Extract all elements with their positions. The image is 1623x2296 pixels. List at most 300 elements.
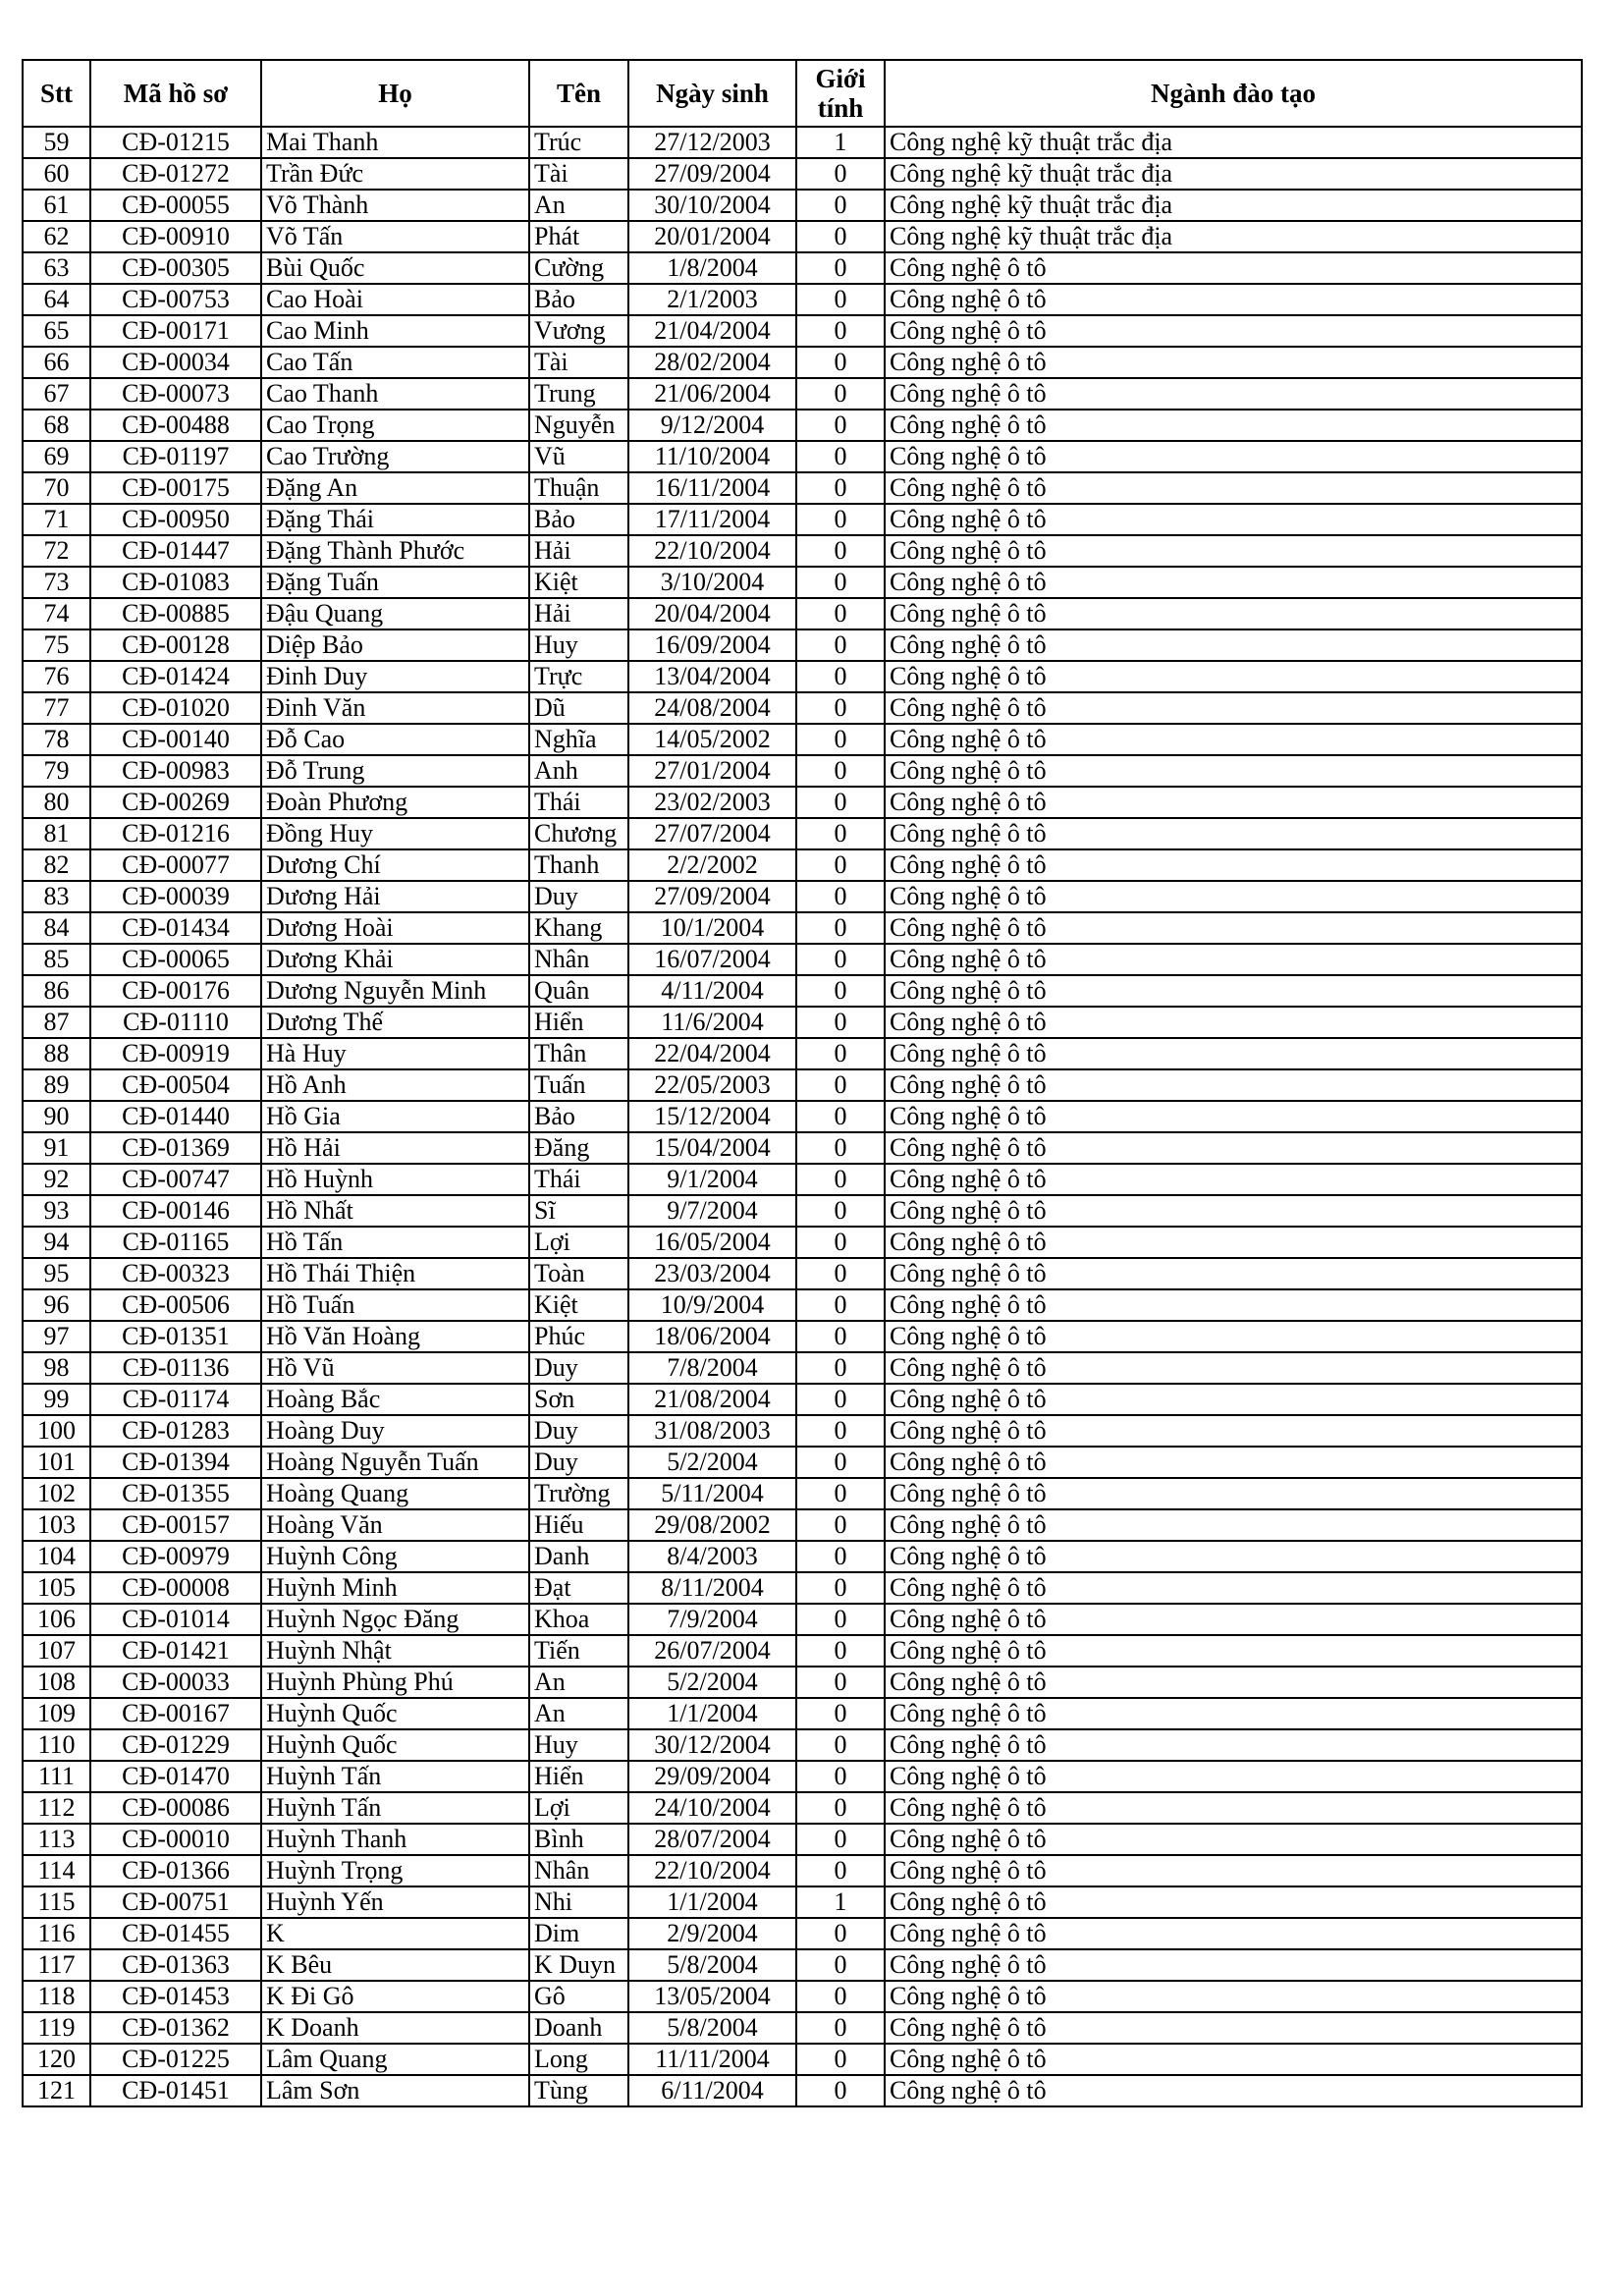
cell-ngay-sinh: 27/09/2004 bbox=[628, 881, 796, 912]
cell-ngay-sinh: 1/1/2004 bbox=[628, 1886, 796, 1918]
cell-stt: 84 bbox=[23, 912, 90, 944]
cell-stt: 91 bbox=[23, 1132, 90, 1164]
cell-ngay-sinh: 27/01/2004 bbox=[628, 755, 796, 787]
cell-ten: Cường bbox=[529, 252, 628, 284]
cell-ten: Kiệt bbox=[529, 567, 628, 598]
cell-ma-ho-so: CĐ-01447 bbox=[90, 535, 261, 567]
cell-nganh: Công nghệ ô tô bbox=[885, 1855, 1582, 1886]
cell-ma-ho-so: CĐ-01440 bbox=[90, 1101, 261, 1132]
cell-ho: Hồ Hải bbox=[261, 1132, 529, 1164]
cell-ma-ho-so: CĐ-00176 bbox=[90, 975, 261, 1007]
cell-ten: Dũ bbox=[529, 692, 628, 724]
cell-ho: Hồ Gia bbox=[261, 1101, 529, 1132]
table-row bbox=[23, 881, 1582, 912]
cell-gioi-tinh: 0 bbox=[796, 1981, 885, 2012]
cell-gioi-tinh: 0 bbox=[796, 1038, 885, 1069]
cell-stt: 82 bbox=[23, 849, 90, 881]
cell-ho: Hà Huy bbox=[261, 1038, 529, 1069]
cell-ho: Huỳnh Yến bbox=[261, 1886, 529, 1918]
table-row bbox=[23, 1447, 1582, 1478]
table-row bbox=[23, 1227, 1582, 1258]
cell-stt: 73 bbox=[23, 567, 90, 598]
cell-ho: Huỳnh Ngọc Đăng bbox=[261, 1604, 529, 1635]
cell-nganh: Công nghệ ô tô bbox=[885, 1132, 1582, 1164]
table-row bbox=[23, 1258, 1582, 1289]
cell-ma-ho-so: CĐ-01355 bbox=[90, 1478, 261, 1509]
cell-ho: Hồ Nhất bbox=[261, 1195, 529, 1227]
cell-ma-ho-so: CĐ-01197 bbox=[90, 441, 261, 472]
table-row bbox=[23, 1478, 1582, 1509]
cell-ma-ho-so: CĐ-01216 bbox=[90, 818, 261, 849]
cell-gioi-tinh: 0 bbox=[796, 1949, 885, 1981]
cell-stt: 64 bbox=[23, 284, 90, 315]
cell-ten: Đăng bbox=[529, 1132, 628, 1164]
cell-ten: Thái bbox=[529, 1164, 628, 1195]
cell-nganh: Công nghệ ô tô bbox=[885, 410, 1582, 441]
cell-ten: Nguyễn bbox=[529, 410, 628, 441]
cell-stt: 117 bbox=[23, 1949, 90, 1981]
cell-gioi-tinh: 0 bbox=[796, 661, 885, 692]
header-ho: Họ bbox=[261, 60, 529, 127]
cell-gioi-tinh: 0 bbox=[796, 1101, 885, 1132]
table-row bbox=[23, 944, 1582, 975]
cell-stt: 101 bbox=[23, 1447, 90, 1478]
cell-gioi-tinh: 0 bbox=[796, 1918, 885, 1949]
cell-ngay-sinh: 27/07/2004 bbox=[628, 818, 796, 849]
table-row bbox=[23, 221, 1582, 252]
cell-stt: 93 bbox=[23, 1195, 90, 1227]
cell-ho: Trần Đức bbox=[261, 158, 529, 190]
cell-gioi-tinh: 0 bbox=[796, 818, 885, 849]
cell-ten: Duy bbox=[529, 1447, 628, 1478]
cell-gioi-tinh: 0 bbox=[796, 1729, 885, 1761]
cell-ma-ho-so: CĐ-00950 bbox=[90, 504, 261, 535]
cell-ma-ho-so: CĐ-01283 bbox=[90, 1415, 261, 1447]
cell-gioi-tinh: 0 bbox=[796, 724, 885, 755]
cell-nganh: Công nghệ ô tô bbox=[885, 1981, 1582, 2012]
cell-ngay-sinh: 22/05/2003 bbox=[628, 1069, 796, 1101]
cell-ngay-sinh: 18/06/2004 bbox=[628, 1321, 796, 1352]
cell-nganh: Công nghệ ô tô bbox=[885, 472, 1582, 504]
cell-ma-ho-so: CĐ-00910 bbox=[90, 221, 261, 252]
cell-ma-ho-so: CĐ-01394 bbox=[90, 1447, 261, 1478]
cell-ho: Lâm Quang bbox=[261, 2044, 529, 2075]
cell-ho: Huỳnh Quốc bbox=[261, 1729, 529, 1761]
cell-nganh: Công nghệ ô tô bbox=[885, 1447, 1582, 1478]
cell-gioi-tinh: 0 bbox=[796, 410, 885, 441]
cell-ho: Võ Thành bbox=[261, 190, 529, 221]
cell-ten: Bảo bbox=[529, 284, 628, 315]
cell-ma-ho-so: CĐ-00269 bbox=[90, 787, 261, 818]
cell-ngay-sinh: 9/7/2004 bbox=[628, 1195, 796, 1227]
cell-gioi-tinh: 0 bbox=[796, 755, 885, 787]
cell-ma-ho-so: CĐ-01110 bbox=[90, 1007, 261, 1038]
table-row bbox=[23, 912, 1582, 944]
table-row bbox=[23, 1761, 1582, 1792]
cell-nganh: Công nghệ kỹ thuật trắc địa bbox=[885, 158, 1582, 190]
cell-ho: Cao Hoài bbox=[261, 284, 529, 315]
cell-ho: Hồ Tấn bbox=[261, 1227, 529, 1258]
cell-stt: 112 bbox=[23, 1792, 90, 1824]
cell-nganh: Công nghệ ô tô bbox=[885, 755, 1582, 787]
cell-gioi-tinh: 0 bbox=[796, 2012, 885, 2044]
cell-ten: Trung bbox=[529, 378, 628, 410]
cell-gioi-tinh: 0 bbox=[796, 787, 885, 818]
cell-ma-ho-so: CĐ-01362 bbox=[90, 2012, 261, 2044]
cell-ma-ho-so: CĐ-00039 bbox=[90, 881, 261, 912]
cell-ngay-sinh: 26/07/2004 bbox=[628, 1635, 796, 1667]
cell-ma-ho-so: CĐ-01363 bbox=[90, 1949, 261, 1981]
cell-gioi-tinh: 0 bbox=[796, 1321, 885, 1352]
cell-ngay-sinh: 21/06/2004 bbox=[628, 378, 796, 410]
cell-nganh: Công nghệ ô tô bbox=[885, 1352, 1582, 1384]
cell-ho: Huỳnh Quốc bbox=[261, 1698, 529, 1729]
cell-ten: Hải bbox=[529, 598, 628, 629]
table-row bbox=[23, 378, 1582, 410]
cell-nganh: Công nghệ ô tô bbox=[885, 1667, 1582, 1698]
cell-ho: Đậu Quang bbox=[261, 598, 529, 629]
cell-ten: Thuận bbox=[529, 472, 628, 504]
cell-ma-ho-so: CĐ-00753 bbox=[90, 284, 261, 315]
cell-stt: 86 bbox=[23, 975, 90, 1007]
cell-ho: Huỳnh Minh bbox=[261, 1572, 529, 1604]
table-row bbox=[23, 1604, 1582, 1635]
table-row bbox=[23, 1855, 1582, 1886]
cell-ten: Nhi bbox=[529, 1886, 628, 1918]
cell-ngay-sinh: 16/11/2004 bbox=[628, 472, 796, 504]
cell-gioi-tinh: 0 bbox=[796, 849, 885, 881]
cell-ho: Đặng Tuấn bbox=[261, 567, 529, 598]
cell-nganh: Công nghệ ô tô bbox=[885, 881, 1582, 912]
cell-stt: 59 bbox=[23, 127, 90, 158]
cell-nganh: Công nghệ ô tô bbox=[885, 567, 1582, 598]
cell-stt: 69 bbox=[23, 441, 90, 472]
table-row bbox=[23, 1541, 1582, 1572]
cell-ten: Sơn bbox=[529, 1384, 628, 1415]
cell-gioi-tinh: 0 bbox=[796, 1635, 885, 1667]
cell-gioi-tinh: 0 bbox=[796, 912, 885, 944]
cell-ma-ho-so: CĐ-00488 bbox=[90, 410, 261, 441]
cell-gioi-tinh: 0 bbox=[796, 1698, 885, 1729]
cell-stt: 83 bbox=[23, 881, 90, 912]
cell-ngay-sinh: 27/09/2004 bbox=[628, 158, 796, 190]
cell-ho: Hồ Văn Hoàng bbox=[261, 1321, 529, 1352]
cell-gioi-tinh: 0 bbox=[796, 158, 885, 190]
cell-stt: 85 bbox=[23, 944, 90, 975]
cell-ten: Toàn bbox=[529, 1258, 628, 1289]
table-row bbox=[23, 1132, 1582, 1164]
cell-ngay-sinh: 9/12/2004 bbox=[628, 410, 796, 441]
cell-gioi-tinh: 0 bbox=[796, 1572, 885, 1604]
cell-stt: 87 bbox=[23, 1007, 90, 1038]
table-row bbox=[23, 849, 1582, 881]
cell-nganh: Công nghệ ô tô bbox=[885, 1886, 1582, 1918]
cell-ngay-sinh: 2/1/2003 bbox=[628, 284, 796, 315]
header-ma-ho-so: Mã hồ sơ bbox=[90, 60, 261, 127]
cell-stt: 102 bbox=[23, 1478, 90, 1509]
cell-stt: 62 bbox=[23, 221, 90, 252]
student-list-table bbox=[22, 59, 1583, 2107]
cell-nganh: Công nghệ ô tô bbox=[885, 787, 1582, 818]
table-row bbox=[23, 2044, 1582, 2075]
cell-ho: Hồ Vũ bbox=[261, 1352, 529, 1384]
cell-stt: 90 bbox=[23, 1101, 90, 1132]
cell-ten: Kiệt bbox=[529, 1289, 628, 1321]
cell-nganh: Công nghệ ô tô bbox=[885, 378, 1582, 410]
cell-ma-ho-so: CĐ-00086 bbox=[90, 1792, 261, 1824]
cell-ho: K Đi Gô bbox=[261, 1981, 529, 2012]
cell-gioi-tinh: 0 bbox=[796, 284, 885, 315]
cell-stt: 108 bbox=[23, 1667, 90, 1698]
cell-gioi-tinh: 0 bbox=[796, 598, 885, 629]
cell-ten: An bbox=[529, 190, 628, 221]
cell-ho: Huỳnh Tấn bbox=[261, 1761, 529, 1792]
cell-stt: 121 bbox=[23, 2075, 90, 2106]
table-row bbox=[23, 1069, 1582, 1101]
cell-gioi-tinh: 0 bbox=[796, 1792, 885, 1824]
table-row bbox=[23, 724, 1582, 755]
table-row bbox=[23, 1918, 1582, 1949]
cell-ten: Huy bbox=[529, 629, 628, 661]
cell-nganh: Công nghệ ô tô bbox=[885, 1729, 1582, 1761]
cell-ten: Đạt bbox=[529, 1572, 628, 1604]
table-row bbox=[23, 2012, 1582, 2044]
cell-ten: Tuấn bbox=[529, 1069, 628, 1101]
cell-ma-ho-so: CĐ-00010 bbox=[90, 1824, 261, 1855]
cell-gioi-tinh: 0 bbox=[796, 629, 885, 661]
cell-ngay-sinh: 22/10/2004 bbox=[628, 1855, 796, 1886]
cell-ho: Đặng Thái bbox=[261, 504, 529, 535]
table-row bbox=[23, 1101, 1582, 1132]
cell-ngay-sinh: 16/09/2004 bbox=[628, 629, 796, 661]
cell-ten: Nghĩa bbox=[529, 724, 628, 755]
cell-ngay-sinh: 20/01/2004 bbox=[628, 221, 796, 252]
cell-ngay-sinh: 10/1/2004 bbox=[628, 912, 796, 944]
cell-stt: 115 bbox=[23, 1886, 90, 1918]
cell-nganh: Công nghệ ô tô bbox=[885, 975, 1582, 1007]
cell-stt: 116 bbox=[23, 1918, 90, 1949]
cell-ngay-sinh: 28/07/2004 bbox=[628, 1824, 796, 1855]
cell-nganh: Công nghệ ô tô bbox=[885, 252, 1582, 284]
cell-gioi-tinh: 0 bbox=[796, 535, 885, 567]
cell-ten: Thân bbox=[529, 1038, 628, 1069]
cell-ho: Dương Chí bbox=[261, 849, 529, 881]
cell-gioi-tinh: 0 bbox=[796, 1069, 885, 1101]
cell-ho: Hồ Huỳnh bbox=[261, 1164, 529, 1195]
cell-ngay-sinh: 5/2/2004 bbox=[628, 1447, 796, 1478]
cell-ma-ho-so: CĐ-00171 bbox=[90, 315, 261, 347]
cell-ten: Dim bbox=[529, 1918, 628, 1949]
table-row bbox=[23, 975, 1582, 1007]
cell-ma-ho-so: CĐ-00747 bbox=[90, 1164, 261, 1195]
cell-gioi-tinh: 0 bbox=[796, 1132, 885, 1164]
cell-ten: Duy bbox=[529, 1415, 628, 1447]
cell-nganh: Công nghệ ô tô bbox=[885, 1289, 1582, 1321]
cell-gioi-tinh: 0 bbox=[796, 1352, 885, 1384]
cell-ma-ho-so: CĐ-00128 bbox=[90, 629, 261, 661]
table-row bbox=[23, 629, 1582, 661]
cell-ma-ho-so: CĐ-00034 bbox=[90, 347, 261, 378]
cell-ten: Khang bbox=[529, 912, 628, 944]
cell-gioi-tinh: 0 bbox=[796, 2044, 885, 2075]
cell-ma-ho-so: CĐ-00885 bbox=[90, 598, 261, 629]
table-row bbox=[23, 315, 1582, 347]
cell-ho: Đặng An bbox=[261, 472, 529, 504]
cell-ma-ho-so: CĐ-01014 bbox=[90, 1604, 261, 1635]
cell-ngay-sinh: 11/10/2004 bbox=[628, 441, 796, 472]
cell-ho: Đinh Văn bbox=[261, 692, 529, 724]
cell-ten: Chương bbox=[529, 818, 628, 849]
cell-stt: 107 bbox=[23, 1635, 90, 1667]
cell-gioi-tinh: 0 bbox=[796, 1824, 885, 1855]
cell-ma-ho-so: CĐ-01453 bbox=[90, 1981, 261, 2012]
cell-ngay-sinh: 27/12/2003 bbox=[628, 127, 796, 158]
cell-ma-ho-so: CĐ-01434 bbox=[90, 912, 261, 944]
cell-ten: Thái bbox=[529, 787, 628, 818]
cell-ho: Huỳnh Nhật bbox=[261, 1635, 529, 1667]
cell-nganh: Công nghệ ô tô bbox=[885, 1101, 1582, 1132]
cell-ten: Phát bbox=[529, 221, 628, 252]
cell-ma-ho-so: CĐ-00167 bbox=[90, 1698, 261, 1729]
cell-ten: Trúc bbox=[529, 127, 628, 158]
cell-gioi-tinh: 0 bbox=[796, 1384, 885, 1415]
cell-stt: 66 bbox=[23, 347, 90, 378]
cell-ho: Hoàng Duy bbox=[261, 1415, 529, 1447]
cell-nganh: Công nghệ ô tô bbox=[885, 1321, 1582, 1352]
cell-ten: Tài bbox=[529, 158, 628, 190]
cell-ngay-sinh: 30/10/2004 bbox=[628, 190, 796, 221]
cell-ten: Thanh bbox=[529, 849, 628, 881]
cell-stt: 94 bbox=[23, 1227, 90, 1258]
cell-stt: 104 bbox=[23, 1541, 90, 1572]
cell-nganh: Công nghệ ô tô bbox=[885, 1918, 1582, 1949]
table-row bbox=[23, 598, 1582, 629]
cell-nganh: Công nghệ ô tô bbox=[885, 1604, 1582, 1635]
cell-ngay-sinh: 13/05/2004 bbox=[628, 1981, 796, 2012]
cell-gioi-tinh: 0 bbox=[796, 944, 885, 975]
cell-ngay-sinh: 15/04/2004 bbox=[628, 1132, 796, 1164]
table-row bbox=[23, 1321, 1582, 1352]
cell-gioi-tinh: 0 bbox=[796, 1007, 885, 1038]
cell-ma-ho-so: CĐ-00073 bbox=[90, 378, 261, 410]
cell-ngay-sinh: 16/07/2004 bbox=[628, 944, 796, 975]
cell-ngay-sinh: 23/02/2003 bbox=[628, 787, 796, 818]
cell-nganh: Công nghệ ô tô bbox=[885, 504, 1582, 535]
cell-ma-ho-so: CĐ-01455 bbox=[90, 1918, 261, 1949]
cell-nganh: Công nghệ ô tô bbox=[885, 1258, 1582, 1289]
cell-nganh: Công nghệ ô tô bbox=[885, 818, 1582, 849]
cell-ngay-sinh: 1/1/2004 bbox=[628, 1698, 796, 1729]
cell-gioi-tinh: 0 bbox=[796, 441, 885, 472]
cell-gioi-tinh: 0 bbox=[796, 1761, 885, 1792]
table-row bbox=[23, 1667, 1582, 1698]
cell-stt: 95 bbox=[23, 1258, 90, 1289]
cell-stt: 98 bbox=[23, 1352, 90, 1384]
cell-ho: Dương Hải bbox=[261, 881, 529, 912]
cell-stt: 74 bbox=[23, 598, 90, 629]
cell-ngay-sinh: 5/8/2004 bbox=[628, 1949, 796, 1981]
table-row bbox=[23, 284, 1582, 315]
header-stt: Stt bbox=[23, 60, 90, 127]
cell-stt: 71 bbox=[23, 504, 90, 535]
cell-ma-ho-so: CĐ-01020 bbox=[90, 692, 261, 724]
cell-stt: 72 bbox=[23, 535, 90, 567]
cell-gioi-tinh: 0 bbox=[796, 347, 885, 378]
cell-ho: K bbox=[261, 1918, 529, 1949]
cell-gioi-tinh: 0 bbox=[796, 1855, 885, 1886]
cell-ngay-sinh: 17/11/2004 bbox=[628, 504, 796, 535]
cell-nganh: Công nghệ kỹ thuật trắc địa bbox=[885, 190, 1582, 221]
cell-ten: Tùng bbox=[529, 2075, 628, 2106]
cell-ho: Hồ Thái Thiện bbox=[261, 1258, 529, 1289]
cell-gioi-tinh: 0 bbox=[796, 1447, 885, 1478]
cell-ma-ho-so: CĐ-01421 bbox=[90, 1635, 261, 1667]
cell-ho: Huỳnh Thanh bbox=[261, 1824, 529, 1855]
table-row bbox=[23, 1729, 1582, 1761]
cell-ngay-sinh: 22/10/2004 bbox=[628, 535, 796, 567]
cell-stt: 88 bbox=[23, 1038, 90, 1069]
cell-stt: 76 bbox=[23, 661, 90, 692]
cell-stt: 110 bbox=[23, 1729, 90, 1761]
cell-nganh: Công nghệ ô tô bbox=[885, 944, 1582, 975]
table-row bbox=[23, 1384, 1582, 1415]
cell-stt: 118 bbox=[23, 1981, 90, 2012]
cell-ho: Bùi Quốc bbox=[261, 252, 529, 284]
cell-gioi-tinh: 0 bbox=[796, 1164, 885, 1195]
table-row bbox=[23, 661, 1582, 692]
cell-gioi-tinh: 1 bbox=[796, 127, 885, 158]
cell-ma-ho-so: CĐ-00008 bbox=[90, 1572, 261, 1604]
cell-ten: Hải bbox=[529, 535, 628, 567]
cell-nganh: Công nghệ ô tô bbox=[885, 629, 1582, 661]
table-row bbox=[23, 1352, 1582, 1384]
cell-ten: Duy bbox=[529, 881, 628, 912]
cell-ngay-sinh: 7/9/2004 bbox=[628, 1604, 796, 1635]
cell-ma-ho-so: CĐ-00033 bbox=[90, 1667, 261, 1698]
table-row bbox=[23, 127, 1582, 158]
cell-ho: K Doanh bbox=[261, 2012, 529, 2044]
cell-ngay-sinh: 24/10/2004 bbox=[628, 1792, 796, 1824]
cell-ten: Danh bbox=[529, 1541, 628, 1572]
table-row bbox=[23, 441, 1582, 472]
cell-nganh: Công nghệ ô tô bbox=[885, 1541, 1582, 1572]
cell-stt: 61 bbox=[23, 190, 90, 221]
cell-ngay-sinh: 11/11/2004 bbox=[628, 2044, 796, 2075]
cell-ngay-sinh: 11/6/2004 bbox=[628, 1007, 796, 1038]
cell-ngay-sinh: 8/4/2003 bbox=[628, 1541, 796, 1572]
cell-nganh: Công nghệ ô tô bbox=[885, 692, 1582, 724]
cell-ma-ho-so: CĐ-01229 bbox=[90, 1729, 261, 1761]
cell-ngay-sinh: 5/11/2004 bbox=[628, 1478, 796, 1509]
cell-ten: K Duyn bbox=[529, 1949, 628, 1981]
cell-stt: 68 bbox=[23, 410, 90, 441]
cell-ngay-sinh: 21/04/2004 bbox=[628, 315, 796, 347]
cell-ma-ho-so: CĐ-01174 bbox=[90, 1384, 261, 1415]
cell-nganh: Công nghệ ô tô bbox=[885, 1164, 1582, 1195]
cell-ho: Huỳnh Phùng Phú bbox=[261, 1667, 529, 1698]
cell-ma-ho-so: CĐ-00175 bbox=[90, 472, 261, 504]
cell-ho: Hoàng Quang bbox=[261, 1478, 529, 1509]
cell-gioi-tinh: 0 bbox=[796, 315, 885, 347]
cell-ma-ho-so: CĐ-01272 bbox=[90, 158, 261, 190]
cell-stt: 77 bbox=[23, 692, 90, 724]
cell-stt: 113 bbox=[23, 1824, 90, 1855]
cell-gioi-tinh: 0 bbox=[796, 1195, 885, 1227]
table-row bbox=[23, 1824, 1582, 1855]
cell-ten: Hiển bbox=[529, 1761, 628, 1792]
cell-nganh: Công nghệ ô tô bbox=[885, 1824, 1582, 1855]
cell-ho: Đỗ Trung bbox=[261, 755, 529, 787]
